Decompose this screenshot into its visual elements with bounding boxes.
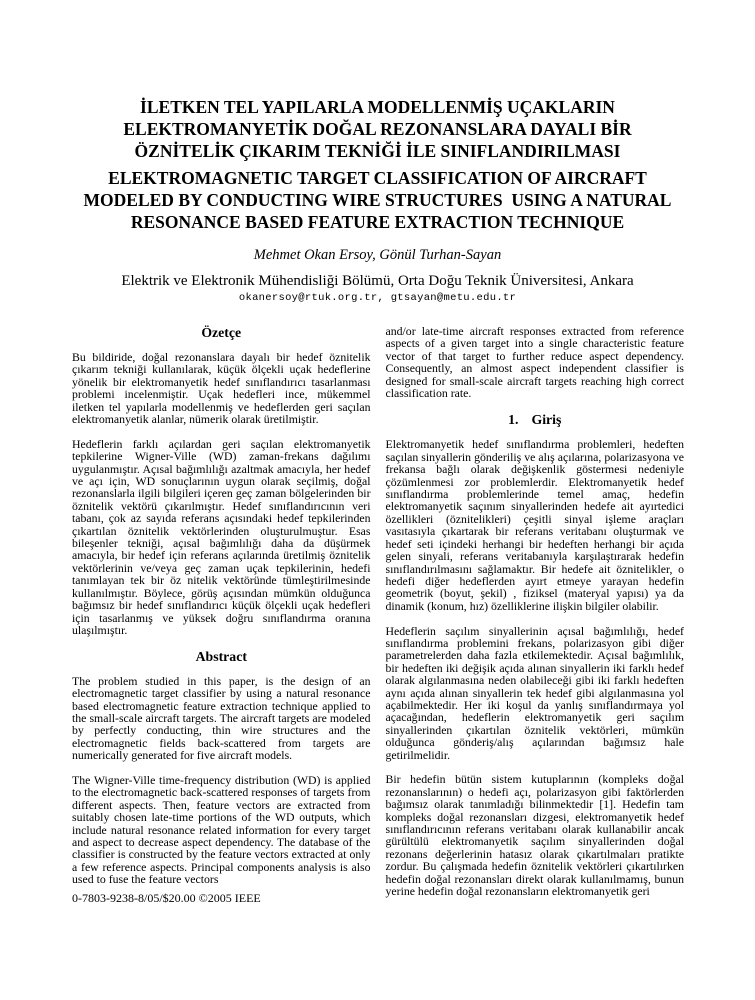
giris-paragraph-1: Elektromanyetik hedef sınıflandırma problemleri, hedeften saçılan sinyallerin gönderiliş ve alış açılarına, polarizasyona ve frekansa bağlı olarak değişkenlik göstermesi nedeniyle çözümlenmesi zor problemlerdir. Elektromanyetik hedef sınıflandırma problemlerinde temel amaç, hedefin elektromanyetik saçınım sinyallerinden hedefe ait ayırtedici özellikleri (öznitelikleri) çeşitli sinyal işleme araçları vasıtasıyla çıkartarak bir referans veritabanı oluşturmak ve hedef seti içindeki herhangi bir hedeften herhangi bir açıda gelen sinyali, referans veritabanıyla karşılaştırarak hedefin sınıflandırılmasını sağlamaktır. Bir hedefe ait öznitelikler, o hedefi diğer hedeflerden ayırt etmeye yarayan hedefin geometrik (boyut, şekil) , fiziksel (materyal yapısı) ya da dinamik (konum, hız) özelliklerine ilişkin bilgiler olabilir. [385, 437, 684, 613]
section-title: Giriş [531, 412, 562, 428]
heading-section-1-giris [386, 412, 685, 427]
copyright-notice: 0-7803-9238-8/05/$20.00 ©2005 IEEE [72, 891, 261, 905]
paper-title-turkish [0, 96, 755, 162]
abstract-continued-paragraph: and/or late-time aircraft responses extracted from reference aspects of a given target into a single characteristic feature vector of that target to further reduce aspect dependency. Consequently, an almost aspect independent classifier is designed for small-scale aircraft targets reaching high correct classification rate. [385, 324, 684, 401]
heading-ozetce: Özetçe [201, 325, 242, 340]
title-tr-line: ELEKTROMANYETİK DOĞAL REZONANSLARA DAYALI BİR [123, 119, 632, 139]
ozetce-paragraph-2: Hedeflerin farklı açılardan geri saçılan elektromanyetik tepkilerine Wigner-Ville (WD) zaman-frekans dağılımı uygulanmıştır. Açısal bağımlılığı azaltmak amacıyla, her hedef ve açı için, WD sonuçlarının uygun olarak seçilmiş, doğal rezonanslarla ilgili bilgileri içeren geç zaman bölgelerinden bir öznitelik vektörü çıkarılmıştır. Hedef sınıflandırıcının veri tabanı, çok az sayıda referans açısındaki hedef tepkilerinden çıkartılan öznitelik vektörlerinden oluşturulmuştur. Esas bileşenler tekniği, açısal bağımlılığı daha da düşürmek amacıyla, bir hedef için referans açılarında üretilmiş öznitelik vektörlerinin ve/veya geç zaman uçak tepkilerinin, hedefi tanımlayan tek bir öz nitelik vektöründe tümleştirilmesinde kullanılmıştır. Böylece, görüş açısından mümkün olduğunca bağımsız bir hedef sınıflandırıcı küçük ölçekli uçak hedefleri için tasarlanmış ve yüksek doğru sınıflandırma oranına ulaşılmıştır. [72, 436, 371, 637]
title-en-line: MODELED BY CONDUCTING WIRE STRUCTURES USING A NATURAL [83, 190, 672, 210]
giris-paragraph-3: Bir hedefin bütün sistem kutuplarının (kompleks doğal rezonanslarının) o hedefi açı, polarizasyon gibi faktörlerden bağımsız olarak tanımladığı bilinmektedir [1]. Hedefin tam kompleks doğal rezonansları dizgesi, elektromanyetik hedef sınıflandırıcının referans veritabanı olarak kullanabilir ancak gürültülü elektromanyetik saçılım sinyallerinden doğal rezonans değerlerinin hatasız olarak çıkartılmaları pratikte zordur. Bu çalışmada hedefin öznitelik vektörleri çıkartılırken hedefin doğal rezonansları direkt olarak kullanılmamış, bunun yerine hedefin doğal rezonansların elektromanyetik geri [385, 772, 684, 899]
section-number: 1. [508, 412, 519, 428]
title-en-line: ELEKTROMAGNETIC TARGET CLASSIFICATION OF AIRCRAFT [108, 168, 647, 188]
abstract-paragraph-2: The Wigner-Ville time-frequency distribution (WD) is applied to the electromagnetic back-scattered responses of targets from different aspects. Then, feature vectors are extracted from suitably chosen late-time portions of the WD outputs, which include natural resonance related information for every target and aspect to decrease aspect dependency. The database of the classifier is constructed by the feature vectors extracted at only a few reference aspects. Principal components analysis is also used to fuse the feature vectors [72, 772, 371, 887]
title-en-line: RESONANCE BASED FEATURE EXTRACTION TECHNIQUE [130, 212, 625, 232]
abstract-paragraph-1: The problem studied in this paper, is the design of an electromagnetic target classifier by using a natural resonance based electromagnetic feature extraction technique applied to the small-scale aircraft targets. The aircraft targets are modeled by perfectly conducting, thin wire structures and the electromagnetic fields back-scattered from targets are numerically generated for five aircraft models. [72, 673, 371, 763]
author-emails: okanersoy@rtuk.org.tr, gtsayan@metu.edu.tr [238, 292, 517, 304]
giris-paragraph-2: Hedeflerin saçılım sinyallerinin açısal bağımlılığı, hedef sınıflandırma problemini frekans, polarizasyon gibi diğer parametrelerden daha fazla etkilemektedir. Açısal bağımlılık, bir hedeften iki değişik açıda alınan sinyallerin iki farklı hedef olarak algılanmasına neden olabileceği gibi iki farklı hedeften aynı açıda alınan sinyallerin tek hedef gibi algılanmasına yol açabilmektedir. Her iki koşul da yanlış sınıflandırmaya yol açacağından, hedeflerin elektromanyetik geri saçılım sinyallerinden çıkartılan öznitelik vektörleri, mümkün olduğunca gönderiş/alış açılarından bağımsız hale getirilmelidir. [385, 623, 684, 762]
right-column [386, 325, 685, 910]
left-column [72, 325, 371, 910]
authors: Mehmet Okan Ersoy, Gönül Turhan-Sayan [253, 247, 502, 263]
heading-abstract: Abstract [195, 648, 247, 664]
title-tr-line: ÖZNİTELİK ÇIKARIM TEKNİĞİ İLE SINIFLANDIRILMASI [134, 141, 621, 161]
title-block [0, 0, 755, 305]
two-column-body [72, 325, 684, 910]
title-tr-line: İLETKEN TEL YAPILARLA MODELLENMİŞ UÇAKLARIN [140, 97, 615, 117]
paper-title-english [0, 167, 755, 233]
affiliation: Elektrik ve Elektronik Mühendisliği Bölümü, Orta Doğu Teknik Üniversitesi, Ankara [121, 273, 634, 289]
ozetce-paragraph-1: Bu bildiride, doğal rezonanslara dayalı bir hedef öznitelik çıkarım tekniği kullanılarak, küçük ölçekli uçak hedeflerine yönelik bir elektromanyetik hedef sınıflandırıcı tasarlanması problemi incelenmiştir. Uçak hedefleri ince, mükemmel iletken tel yapılarla modellenmiş ve hedeflerden geri saçılan elektromanyetik alanlar, nümerik olarak üretilmiştir. [72, 350, 371, 427]
